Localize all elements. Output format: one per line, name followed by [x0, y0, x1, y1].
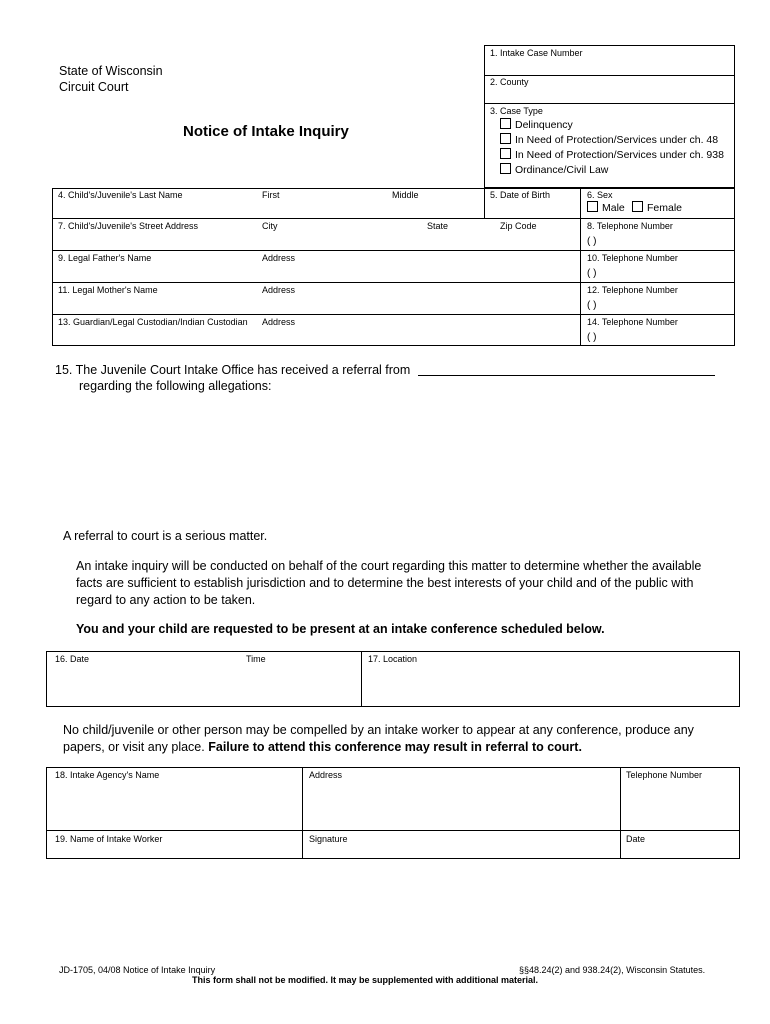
child-last-name-field[interactable]: 4. Child's/Juvenile's Last Name: [58, 190, 183, 200]
referral-statement: 15. The Juvenile Court Intake Office has received a referral from: [55, 363, 411, 377]
case-type-option[interactable]: In Need of Protection/Services under ch. 938: [500, 148, 724, 163]
allegations-label: regarding the following allegations:: [79, 379, 272, 393]
date-of-birth-field[interactable]: 5. Date of Birth: [490, 190, 551, 200]
guardian-name-field[interactable]: 13. Guardian/Legal Custodian/Indian Custodian: [58, 317, 248, 327]
mother-name-field[interactable]: 11. Legal Mother's Name: [58, 285, 158, 295]
zip-code-field[interactable]: Zip Code: [500, 221, 537, 231]
header-block: [59, 63, 163, 95]
telephone-8-label: 8. Telephone Number: [587, 221, 673, 231]
telephone-10-label: 10. Telephone Number: [587, 253, 678, 263]
failure-warning: Failure to attend this conference may result in referral to court.: [208, 740, 582, 754]
referral-source-line[interactable]: [418, 375, 715, 376]
checkbox-icon[interactable]: [500, 163, 511, 174]
street-address-field[interactable]: 7. Child's/Juvenile's Street Address: [58, 221, 199, 231]
sex-option-female[interactable]: Female: [632, 201, 682, 216]
signature-date-field[interactable]: Date: [626, 834, 646, 844]
telephone-10-field[interactable]: ( ): [587, 268, 597, 279]
conference-location-field[interactable]: 17. Location: [368, 654, 418, 664]
signature-field[interactable]: Signature: [309, 834, 348, 844]
father-name-field[interactable]: 9. Legal Father's Name: [58, 253, 152, 263]
compel-notice: [63, 722, 723, 756]
father-address-field[interactable]: Address: [262, 253, 296, 263]
agency-name-field[interactable]: 18. Intake Agency's Name: [55, 770, 160, 780]
court-name: Circuit Court: [59, 80, 129, 94]
conference-request-text: You and your child are requested to be present at an intake conference scheduled below.: [76, 622, 605, 636]
telephone-12-field[interactable]: ( ): [587, 300, 597, 311]
state-field[interactable]: State: [427, 221, 449, 231]
case-type-options: [500, 118, 724, 178]
sex-label: 6. Sex: [587, 190, 613, 200]
case-type-option[interactable]: Ordinance/Civil Law: [500, 163, 724, 178]
county-field[interactable]: 2. County: [490, 77, 529, 87]
city-field[interactable]: City: [262, 221, 278, 231]
intake-worker-field[interactable]: 19. Name of Intake Worker: [55, 834, 163, 844]
guardian-address-field[interactable]: Address: [262, 317, 296, 327]
case-type-label: 3. Case Type: [490, 106, 543, 116]
modification-notice: This form shall not be modified. It may be supplemented with additional material.: [192, 975, 539, 985]
child-middle-name-field[interactable]: Middle: [392, 190, 419, 200]
telephone-14-label: 14. Telephone Number: [587, 317, 678, 327]
conference-date-field[interactable]: 16. Date: [55, 654, 90, 664]
agency-address-field[interactable]: Address: [309, 770, 343, 780]
conference-time-field[interactable]: Time: [246, 654, 266, 664]
form-id: JD-1705, 04/08 Notice of Intake Inquiry: [59, 965, 216, 975]
statutes-reference: §§48.24(2) and 938.24(2), Wisconsin Statutes.: [519, 965, 706, 975]
agency-telephone-field[interactable]: Telephone Number: [626, 770, 703, 780]
checkbox-icon[interactable]: [500, 133, 511, 144]
telephone-8-field[interactable]: ( ): [587, 236, 597, 247]
sex-option-male[interactable]: Male: [587, 201, 625, 216]
page-title: Notice of Intake Inquiry: [183, 123, 349, 140]
checkbox-icon[interactable]: [500, 118, 511, 129]
case-type-option[interactable]: Delinquency: [500, 118, 724, 133]
telephone-12-label: 12. Telephone Number: [587, 285, 678, 295]
checkbox-icon[interactable]: [500, 148, 511, 159]
case-type-option[interactable]: In Need of Protection/Services under ch. 48: [500, 133, 724, 148]
child-first-name-field[interactable]: First: [262, 190, 280, 200]
checkbox-icon[interactable]: [632, 201, 643, 212]
compel-notice-text: No child/juvenile or other person may be compelled by an intake worker to appear at any conference, produce any papers, or visit any place.: [63, 723, 694, 754]
checkbox-icon[interactable]: [587, 201, 598, 212]
serious-matter-text: A referral to court is a serious matter.: [63, 529, 268, 543]
mother-address-field[interactable]: Address: [262, 285, 296, 295]
intake-case-number-field[interactable]: 1. Intake Case Number: [490, 48, 583, 58]
agency-box: [46, 767, 740, 859]
telephone-14-field[interactable]: ( ): [587, 332, 597, 343]
intake-inquiry-text: An intake inquiry will be conducted on behalf of the court regarding this matter to determine whether the available facts are sufficient to establish jurisdiction and to determine the best interests of your child and of the public with regard to any action to be taken.: [76, 559, 702, 607]
state-name: State of Wisconsin: [59, 64, 163, 78]
